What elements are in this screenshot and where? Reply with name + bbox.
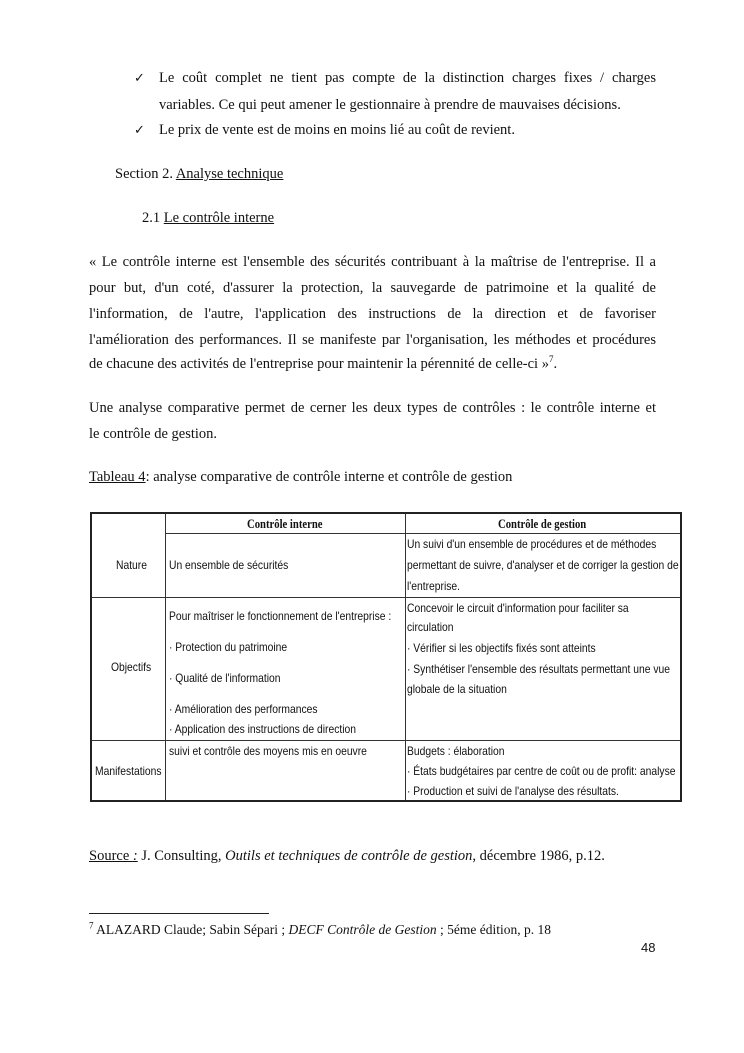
quote-line: pour but, d'un coté, d'assurer la protection, la sauvegarde de patrimoine et la qualité de: [89, 280, 656, 296]
footnote-rule: [89, 913, 269, 914]
quote-line: l'information, de l'autre, l'application des instructions de la direction et de favoriser: [89, 306, 656, 322]
nature-gestion: permettant de suivre, d'analyser et de corriger la gestion de: [407, 558, 679, 572]
objectifs-gestion: Concevoir le circuit d'information pour faciliter sa: [407, 601, 629, 615]
manifestations-gestion: · Production et suivi de l'analyse des résultats.: [407, 784, 619, 798]
bullet-1-line-2: variables. Ce qui peut amener le gestionnaire à prendre de mauvaises décisions.: [159, 97, 621, 113]
quote-line: « Le contrôle interne est l'ensemble des sécurités contribuant à la maîtrise de l'entreprise. Il a: [89, 254, 656, 270]
analysis-line: le contrôle de gestion.: [89, 426, 218, 442]
bullet-1-line-1: Le coût complet ne tient pas compte de la distinction charges fixes / charges: [159, 70, 656, 86]
table-caption: Tableau 4: analyse comparative de contrôle interne et contrôle de gestion: [89, 469, 513, 485]
objectifs-internal: · Application des instructions de direction: [169, 722, 357, 736]
nature-gestion: l'entreprise.: [407, 579, 461, 593]
footnote: $^7$ ALAZARD Claude; Sabin Sépari ; DECF Contrôle de Gestion ; 5éme édition, p. 18: [89, 920, 551, 937]
header-internal: Contrôle interne: [247, 516, 323, 531]
quote-line-last: de chacune des activités de l'entreprise pour maintenir la pérennité de celle-ci »$^7$.: [89, 354, 558, 372]
check-icon: ✓: [134, 70, 145, 85]
analysis-line: Une analyse comparative permet de cerner les deux types de contrôles : le contrôle interne et: [89, 400, 656, 416]
row-label-manifestations: Manifestations: [95, 764, 162, 778]
objectifs-gestion: · Synthétiser l'ensemble des résultats permettant une vue: [407, 662, 670, 676]
bullet-2-line-1: Le prix de vente est de moins en moins lié au coût de revient.: [159, 122, 515, 138]
objectifs-internal: · Qualité de l'information: [169, 671, 281, 685]
source-line: Source : J. Consulting, Outils et techniques de contrôle de gestion, décembre 1986, p.12.: [89, 848, 605, 864]
comparison-table: [90, 512, 682, 802]
subsection-heading: 2.1 Le contrôle interne: [142, 210, 275, 226]
manifestations-internal: suivi et contrôle des moyens mis en oeuvre: [169, 744, 367, 758]
row-label-objectifs: Objectifs: [111, 660, 152, 674]
quote-line: l'amélioration des performances. Il se manifeste par l'organisation, les méthodes et procédures: [89, 332, 656, 348]
objectifs-gestion: · Vérifier si les objectifs fixés sont atteints: [407, 641, 596, 655]
page-number: 48: [641, 940, 656, 955]
manifestations-gestion: · États budgétaires par centre de coût ou de profit: analyse: [407, 764, 676, 778]
row-label-nature: Nature: [116, 558, 147, 572]
section-heading: Section 2. Analyse technique: [115, 166, 284, 182]
objectifs-internal: Pour maîtriser le fonctionnement de l'entreprise :: [169, 609, 392, 623]
footnote-ref: 7: [548, 354, 554, 365]
objectifs-internal: · Amélioration des performances: [169, 702, 318, 716]
objectifs-internal: · Protection du patrimoine: [169, 640, 288, 654]
header-gestion: Contrôle de gestion: [498, 516, 587, 531]
nature-internal: Un ensemble de sécurités: [169, 558, 289, 572]
nature-gestion: Un suivi d'un ensemble de procédures et de méthodes: [407, 537, 657, 551]
manifestations-gestion: Budgets : élaboration: [407, 744, 505, 758]
check-icon: ✓: [134, 122, 145, 137]
objectifs-gestion: circulation: [407, 620, 454, 634]
objectifs-gestion: globale de la situation: [407, 682, 507, 696]
